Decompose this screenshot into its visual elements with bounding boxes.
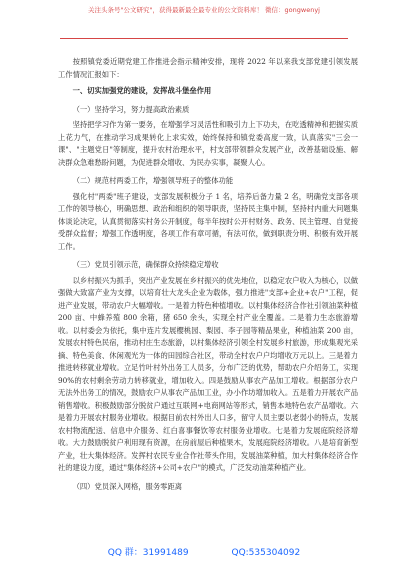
paragraph-2: 强化村"两委"班子建设，支部发展积极分子 1 名，培养后备力量 2 名，明确党支部各项工作的领导核心，明确思想、政治和组织的领导职责，坚持民主集中制，坚持村内重大问题集体谈论决定，认真贯彻落实村务公开制度，每半年按时公开村财务、政务、民主管理、自觉接受群众监督；增强工作透明度，各项工作有章可循，有法可依，做到职责分明、积极有效开展工作。	[58, 191, 358, 251]
paragraph-1: 坚持把学习作为第一要务，在增强学习灵活性和吸引力上下功夫，在吃透精神和把握实质上花力气，在推动学习成果转化上求实效，始终保持和镇党委高度一致，认真落实"三会一课"、"主题党日"等制度，提升农村治理水平，村支部带领群众发展产业，改善基础设施、解决群众急难愁盼问题，为促进群众增收、为民办实事，凝聚人心。	[58, 120, 358, 167]
subsection-heading-3: （三）党员引领示范，确保群众持续稳定增收	[72, 260, 219, 269]
subsection-heading-2: （二）规范村两委工作，增强领导班子的整体功能	[72, 176, 234, 185]
header-watermark: 关注头条号"公文研究"，获得最新最全最专业的公文资料库！ 微信：gongwenyj	[88, 6, 320, 14]
header-banner	[0, 0, 408, 46]
document-body	[58, 56, 358, 496]
qq-group-link[interactable]: QQ 群：31991489	[107, 548, 189, 558]
paragraph-3: 以乡村振兴为抓手，突出产业发展在乡村振兴的优先地位，以稳定农户收入为核心，以做强做大致富产业为支撑，以培育壮大龙头企业为载体，强力推进"支部+企业+农户"工程，促进产业发展，带动农户大幅增收。一是着力特色种植增收。以村集体经济合作社引领油菜种植 200 亩、中蜂养殖 800 余箱，猪 650 余头，实现全村产业全覆盖。二是着力生态旅游增收。以村委会为依托，集中连片发展樱桃园、梨园、李子园等精品果业，种植油菜 200 亩，发展农村特色民宿，推动村庄生态旅游，以村集体经济引领全村发展乡村旅游，形成集观光采摘、特色美食、休闲观光为一体的田园综合社区，带动全村农户户均增收万元以上。三是着力推进转移就业增收。立足竹叶村外出务工人员多，分布广泛的优势，帮助农户介绍务工，实现 90%的农村剩余劳动力转移就业，增加收入。四是鼓励从事农产品加工增收。根据部分农户无法外出务工的情况，鼓励农户从事农产品加工业，办小作坊增加收入。五是着力开展农产品销售增收。积极鼓励部分脱贫户通过互联网+电商网站等形式，销售本地特色农产品增收。六是着力开展农村服务业增收。根据目前农村外出人口多，留守人员主要以老弱小的特点，发展农村物流配送、信息中介服务、红白喜事餐饮等农村服务业增收。七是着力发展庭院经济增收。大力鼓励脱贫户利用现有资源，在房前屋后种植果木，发展庭院经济增收。八是培育新型产业，壮大集体经济。发挥村农民专业合作社带头作用，发展油菜种植，加大村集体经济合作社的建设力度，通过"集体经济+公司+农户"的模式，广泛发动油菜种植产业。	[58, 275, 358, 472]
subsection-heading-1: （一）坚持学习，努力提高政治素质	[72, 104, 190, 114]
subsection-heading-4: （四）党员深入网格，服务零距离	[72, 481, 183, 491]
intro-paragraph: 按照镇党委近期党建工作推进会指示精神安排，现将 2022 年以来我支部党建引领发展工作情况汇报如下：	[58, 57, 358, 79]
section-heading-1: 一、切实加强党的建设，发挥战斗堡垒作用	[72, 86, 212, 95]
qq-link[interactable]: QQ:535304092	[231, 548, 301, 558]
header-rule	[60, 38, 348, 39]
footer-contacts	[0, 545, 408, 558]
